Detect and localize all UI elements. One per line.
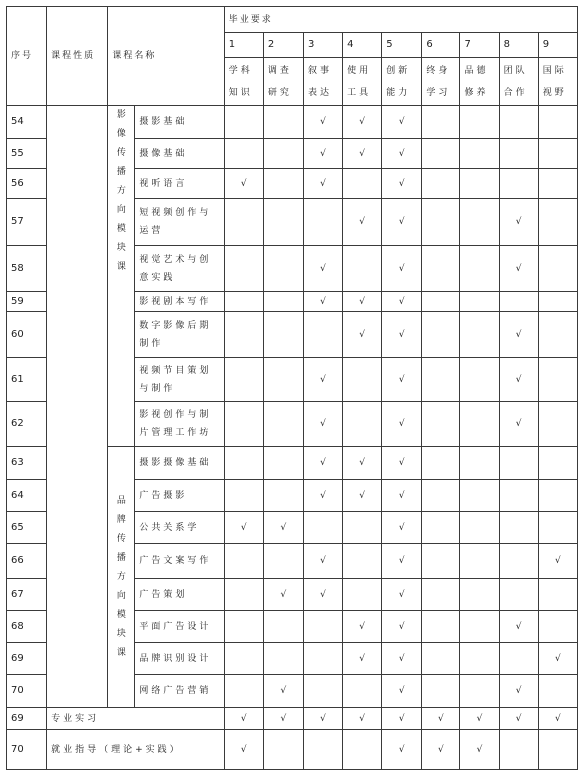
requirement-mark <box>460 292 499 312</box>
course-name: 数字影像后期制作 <box>135 312 224 358</box>
course-name: 摄影基础 <box>135 106 224 139</box>
requirement-number: 8 <box>499 33 538 58</box>
requirement-number: 9 <box>538 33 577 58</box>
requirement-mark <box>460 579 499 611</box>
requirement-mark <box>422 480 460 512</box>
requirement-mark <box>499 169 538 199</box>
header-course-nature: 课程性质 <box>47 7 108 106</box>
requirement-mark: √ <box>382 358 422 402</box>
requirement-mark <box>224 447 263 480</box>
requirement-number: 6 <box>422 33 460 58</box>
requirement-mark: √ <box>499 246 538 292</box>
requirement-mark <box>422 292 460 312</box>
requirement-mark <box>422 402 460 447</box>
requirement-mark <box>263 544 303 579</box>
row-seq: 63 <box>7 447 47 480</box>
row-seq: 59 <box>7 292 47 312</box>
requirement-mark: √ <box>382 675 422 708</box>
row-seq: 66 <box>7 544 47 579</box>
requirement-mark: √ <box>303 106 342 139</box>
requirement-mark: √ <box>382 730 422 770</box>
requirement-mark: √ <box>224 708 263 730</box>
requirement-mark <box>538 106 577 139</box>
row-seq: 57 <box>7 199 47 246</box>
course-name: 网络广告营销 <box>135 675 224 708</box>
requirement-mark <box>422 312 460 358</box>
course-name: 视觉艺术与创意实践 <box>135 246 224 292</box>
requirement-mark <box>538 402 577 447</box>
requirement-mark: √ <box>382 169 422 199</box>
row-seq: 68 <box>7 611 47 643</box>
requirement-mark: √ <box>499 199 538 246</box>
requirement-mark <box>422 447 460 480</box>
requirement-mark <box>460 643 499 675</box>
requirement-mark <box>303 611 342 643</box>
requirement-mark: √ <box>343 480 382 512</box>
row-seq: 55 <box>7 139 47 169</box>
requirement-mark <box>499 106 538 139</box>
requirement-label: 品德修养 <box>460 58 499 106</box>
requirement-mark <box>538 169 577 199</box>
requirement-mark <box>499 544 538 579</box>
header-seq: 序号 <box>7 7 47 106</box>
requirement-mark <box>538 730 577 770</box>
row-seq: 70 <box>7 730 47 770</box>
course-name: 广告文案写作 <box>135 544 224 579</box>
requirement-mark <box>460 169 499 199</box>
requirement-mark <box>460 139 499 169</box>
requirement-mark: √ <box>343 708 382 730</box>
requirement-label: 叙事表达 <box>303 58 342 106</box>
requirement-mark <box>538 675 577 708</box>
requirement-mark: √ <box>343 643 382 675</box>
row-seq: 69 <box>7 708 47 730</box>
requirement-number: 4 <box>343 33 382 58</box>
requirement-mark <box>422 106 460 139</box>
requirement-mark <box>343 512 382 544</box>
course-name: 广告策划 <box>135 579 224 611</box>
row-seq: 54 <box>7 106 47 139</box>
requirement-mark: √ <box>460 708 499 730</box>
requirement-mark: √ <box>224 730 263 770</box>
requirement-mark: √ <box>303 579 342 611</box>
requirement-mark <box>422 544 460 579</box>
requirement-mark: √ <box>303 480 342 512</box>
requirement-mark: √ <box>263 512 303 544</box>
table-row <box>7 708 578 730</box>
requirement-mark: √ <box>499 402 538 447</box>
requirement-mark: √ <box>382 579 422 611</box>
requirement-mark <box>224 643 263 675</box>
requirement-mark: √ <box>303 708 342 730</box>
row-seq: 69 <box>7 643 47 675</box>
requirement-mark: √ <box>499 675 538 708</box>
row-seq: 67 <box>7 579 47 611</box>
requirement-mark <box>263 139 303 169</box>
requirement-label: 调查研究 <box>263 58 303 106</box>
requirement-mark <box>422 611 460 643</box>
requirement-mark <box>303 675 342 708</box>
requirement-label: 使用工具 <box>343 58 382 106</box>
requirement-mark: √ <box>303 246 342 292</box>
requirement-label: 国际视野 <box>538 58 577 106</box>
requirement-mark <box>460 199 499 246</box>
module-group-text: 影像传播方向模块课 <box>116 110 126 272</box>
requirement-mark <box>343 402 382 447</box>
requirement-mark <box>422 675 460 708</box>
requirement-mark <box>224 292 263 312</box>
requirement-mark <box>263 312 303 358</box>
requirement-mark <box>343 730 382 770</box>
course-name: 影视剧本写作 <box>135 292 224 312</box>
requirement-mark <box>422 199 460 246</box>
module-group-label <box>108 106 135 447</box>
requirement-mark: √ <box>382 643 422 675</box>
requirement-mark <box>303 730 342 770</box>
requirement-mark <box>499 579 538 611</box>
requirement-mark: √ <box>499 708 538 730</box>
requirement-mark <box>422 246 460 292</box>
row-seq: 64 <box>7 480 47 512</box>
requirement-mark <box>263 402 303 447</box>
requirement-mark: √ <box>343 312 382 358</box>
course-name: 摄影摄像基础 <box>135 447 224 480</box>
requirement-mark: √ <box>343 199 382 246</box>
requirement-mark <box>422 169 460 199</box>
requirement-mark <box>224 402 263 447</box>
row-seq: 61 <box>7 358 47 402</box>
requirement-mark <box>263 169 303 199</box>
requirement-mark: √ <box>382 312 422 358</box>
requirement-mark <box>263 106 303 139</box>
requirement-mark <box>499 447 538 480</box>
table-row <box>7 106 578 139</box>
row-seq: 56 <box>7 169 47 199</box>
course-name: 平面广告设计 <box>135 611 224 643</box>
requirement-mark <box>422 643 460 675</box>
row-seq: 62 <box>7 402 47 447</box>
requirement-mark <box>538 199 577 246</box>
requirement-number: 7 <box>460 33 499 58</box>
requirement-mark <box>224 106 263 139</box>
requirement-mark: √ <box>538 643 577 675</box>
requirement-mark <box>303 199 342 246</box>
requirement-mark <box>263 292 303 312</box>
requirement-mark <box>224 544 263 579</box>
course-name: 短视频创作与运营 <box>135 199 224 246</box>
requirement-mark <box>460 480 499 512</box>
course-name: 广告摄影 <box>135 480 224 512</box>
requirement-mark <box>460 402 499 447</box>
requirement-mark: √ <box>343 139 382 169</box>
requirement-mark: √ <box>382 292 422 312</box>
requirement-mark <box>263 611 303 643</box>
requirement-mark <box>224 199 263 246</box>
requirement-mark: √ <box>303 447 342 480</box>
course-name: 公共关系学 <box>135 512 224 544</box>
requirement-mark <box>460 447 499 480</box>
requirement-mark <box>224 312 263 358</box>
requirement-mark <box>460 512 499 544</box>
row-seq: 58 <box>7 246 47 292</box>
requirement-mark <box>460 611 499 643</box>
requirement-mark: √ <box>382 611 422 643</box>
requirement-mark: √ <box>499 358 538 402</box>
requirement-mark <box>263 730 303 770</box>
requirement-mark: √ <box>343 292 382 312</box>
requirement-mark <box>343 169 382 199</box>
requirement-mark: √ <box>224 169 263 199</box>
requirement-mark: √ <box>303 402 342 447</box>
requirement-mark <box>538 512 577 544</box>
requirement-mark: √ <box>538 708 577 730</box>
requirement-mark <box>224 611 263 643</box>
requirement-mark: √ <box>303 544 342 579</box>
requirement-mark: √ <box>224 512 263 544</box>
requirement-label: 团队合作 <box>499 58 538 106</box>
requirement-mark: √ <box>343 106 382 139</box>
requirement-mark <box>224 579 263 611</box>
requirement-mark <box>460 246 499 292</box>
requirement-mark: √ <box>382 106 422 139</box>
requirement-mark: √ <box>460 730 499 770</box>
requirement-mark <box>499 139 538 169</box>
requirement-mark: √ <box>343 611 382 643</box>
requirement-mark <box>263 447 303 480</box>
requirement-mark: √ <box>263 579 303 611</box>
requirement-mark <box>263 246 303 292</box>
requirement-mark <box>460 312 499 358</box>
requirement-mark: √ <box>382 544 422 579</box>
requirement-mark <box>224 139 263 169</box>
requirement-label: 学科知识 <box>224 58 263 106</box>
requirement-mark <box>422 512 460 544</box>
requirement-mark: √ <box>382 708 422 730</box>
requirement-mark: √ <box>382 447 422 480</box>
requirement-mark: √ <box>499 312 538 358</box>
requirement-mark <box>538 139 577 169</box>
requirement-mark <box>303 512 342 544</box>
requirement-mark <box>538 480 577 512</box>
requirement-mark: √ <box>303 169 342 199</box>
requirement-mark <box>499 292 538 312</box>
requirement-mark: √ <box>422 708 460 730</box>
requirement-mark <box>499 730 538 770</box>
row-seq: 70 <box>7 675 47 708</box>
requirement-mark <box>263 480 303 512</box>
requirement-mark <box>343 579 382 611</box>
module-group-label <box>108 447 135 708</box>
requirement-mark <box>460 106 499 139</box>
requirement-mark <box>499 480 538 512</box>
requirement-mark: √ <box>343 447 382 480</box>
requirement-mark <box>538 292 577 312</box>
course-name: 视频节目策划与制作 <box>135 358 224 402</box>
requirement-mark <box>422 579 460 611</box>
requirement-mark <box>460 675 499 708</box>
requirement-mark: √ <box>303 358 342 402</box>
requirement-mark: √ <box>422 730 460 770</box>
course-name: 影视创作与制片管理工作坊 <box>135 402 224 447</box>
requirement-mark <box>343 246 382 292</box>
course-name: 就业指导（理论+实践） <box>47 730 225 770</box>
requirement-mark <box>538 358 577 402</box>
requirement-mark: √ <box>382 199 422 246</box>
requirement-mark <box>460 544 499 579</box>
requirement-mark <box>343 675 382 708</box>
requirement-number: 1 <box>224 33 263 58</box>
course-name: 品牌识别设计 <box>135 643 224 675</box>
requirement-mark: √ <box>263 708 303 730</box>
header-course-name: 课程名称 <box>108 7 224 106</box>
requirement-number: 3 <box>303 33 342 58</box>
graduation-requirements-table <box>6 6 578 770</box>
requirement-mark: √ <box>382 480 422 512</box>
requirement-mark <box>303 643 342 675</box>
requirement-mark <box>263 358 303 402</box>
row-seq: 65 <box>7 512 47 544</box>
requirement-mark <box>538 579 577 611</box>
requirement-mark <box>303 312 342 358</box>
requirement-mark <box>538 312 577 358</box>
requirement-mark: √ <box>303 292 342 312</box>
requirement-mark <box>224 246 263 292</box>
requirement-mark <box>263 199 303 246</box>
requirement-mark <box>538 447 577 480</box>
requirement-mark <box>224 358 263 402</box>
requirement-mark <box>422 358 460 402</box>
requirement-mark <box>224 480 263 512</box>
requirement-mark <box>224 675 263 708</box>
course-name: 摄像基础 <box>135 139 224 169</box>
course-nature-cell <box>47 106 108 708</box>
requirement-mark: √ <box>303 139 342 169</box>
requirement-mark <box>499 643 538 675</box>
table-row <box>7 730 578 770</box>
requirement-mark <box>263 643 303 675</box>
requirement-mark <box>538 611 577 643</box>
requirement-mark <box>538 246 577 292</box>
header-graduation-requirements: 毕业要求 <box>224 7 577 33</box>
requirement-mark <box>499 512 538 544</box>
row-seq: 60 <box>7 312 47 358</box>
requirement-mark <box>343 544 382 579</box>
course-name: 视听语言 <box>135 169 224 199</box>
requirement-number: 2 <box>263 33 303 58</box>
requirement-mark: √ <box>382 246 422 292</box>
requirement-mark <box>460 358 499 402</box>
requirement-mark: √ <box>382 402 422 447</box>
requirement-label: 创新能力 <box>382 58 422 106</box>
requirement-mark: √ <box>382 512 422 544</box>
requirement-number: 5 <box>382 33 422 58</box>
requirement-label: 终身学习 <box>422 58 460 106</box>
requirement-mark: √ <box>538 544 577 579</box>
course-name: 专业实习 <box>47 708 225 730</box>
requirement-mark <box>343 358 382 402</box>
requirement-mark: √ <box>499 611 538 643</box>
requirement-mark: √ <box>263 675 303 708</box>
requirement-mark: √ <box>382 139 422 169</box>
requirement-mark <box>422 139 460 169</box>
module-group-text: 品牌传播方向模块课 <box>116 495 126 658</box>
